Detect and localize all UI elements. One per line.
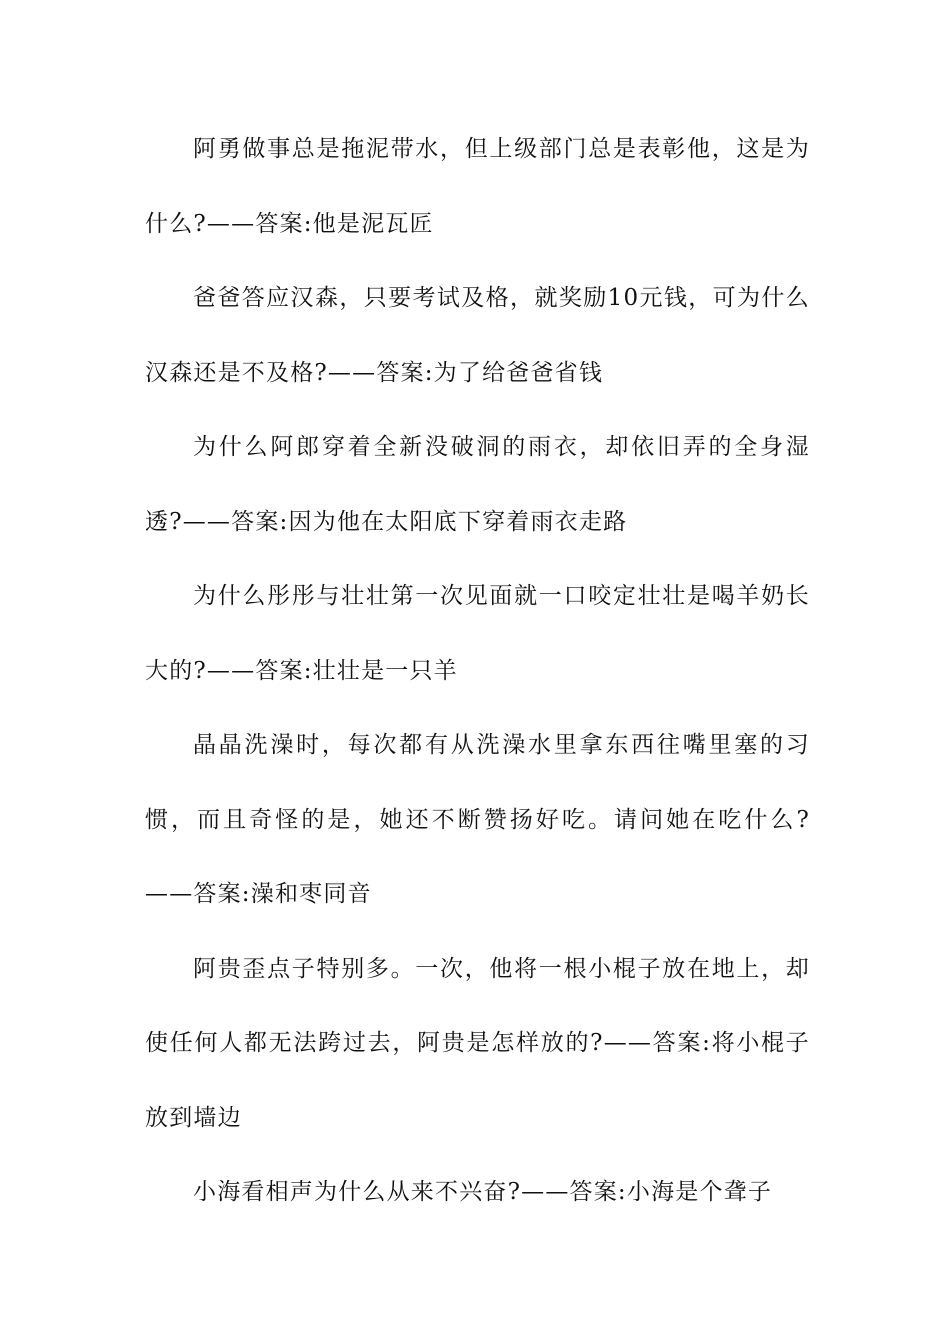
riddle-paragraph-7: 小海看相声为什么从来不兴奋?——答案:小海是个聋子 (193, 1179, 773, 1205)
riddle-paragraph-2: 爸爸答应汉森，只要考试及格，就奖励10元钱，可为什么汉森还是不及格?——答案:为了给爸爸省钱 (145, 285, 810, 386)
riddle-paragraph-5: 晶晶洗澡时，每次都有从洗澡水里拿东西往嘴里塞的习惯，而且奇怪的是，她还不断赞扬好吃。请问她在吃什么?——答案:澡和枣同音 (145, 732, 810, 907)
riddle-paragraph-4: 为什么彤彤与壮壮第一次见面就一口咬定壮壮是喝羊奶长大的?——答案:壮壮是一只羊 (145, 583, 810, 684)
riddle-paragraph-3: 为什么阿郎穿着全新没破洞的雨衣，却依旧弄的全身湿透?——答案:因为他在太阳底下穿着雨衣走路 (145, 434, 810, 535)
document-page (145, 112, 810, 1230)
riddle-paragraph-6: 阿贵歪点子特别多。一次，他将一根小棍子放在地上，却使任何人都无法跨过去，阿贵是怎样放的?——答案:将小棍子放到墙边 (145, 955, 810, 1131)
riddle-paragraph-1: 阿勇做事总是拖泥带水，但上级部门总是表彰他，这是为什么?——答案:他是泥瓦匠 (145, 136, 810, 237)
